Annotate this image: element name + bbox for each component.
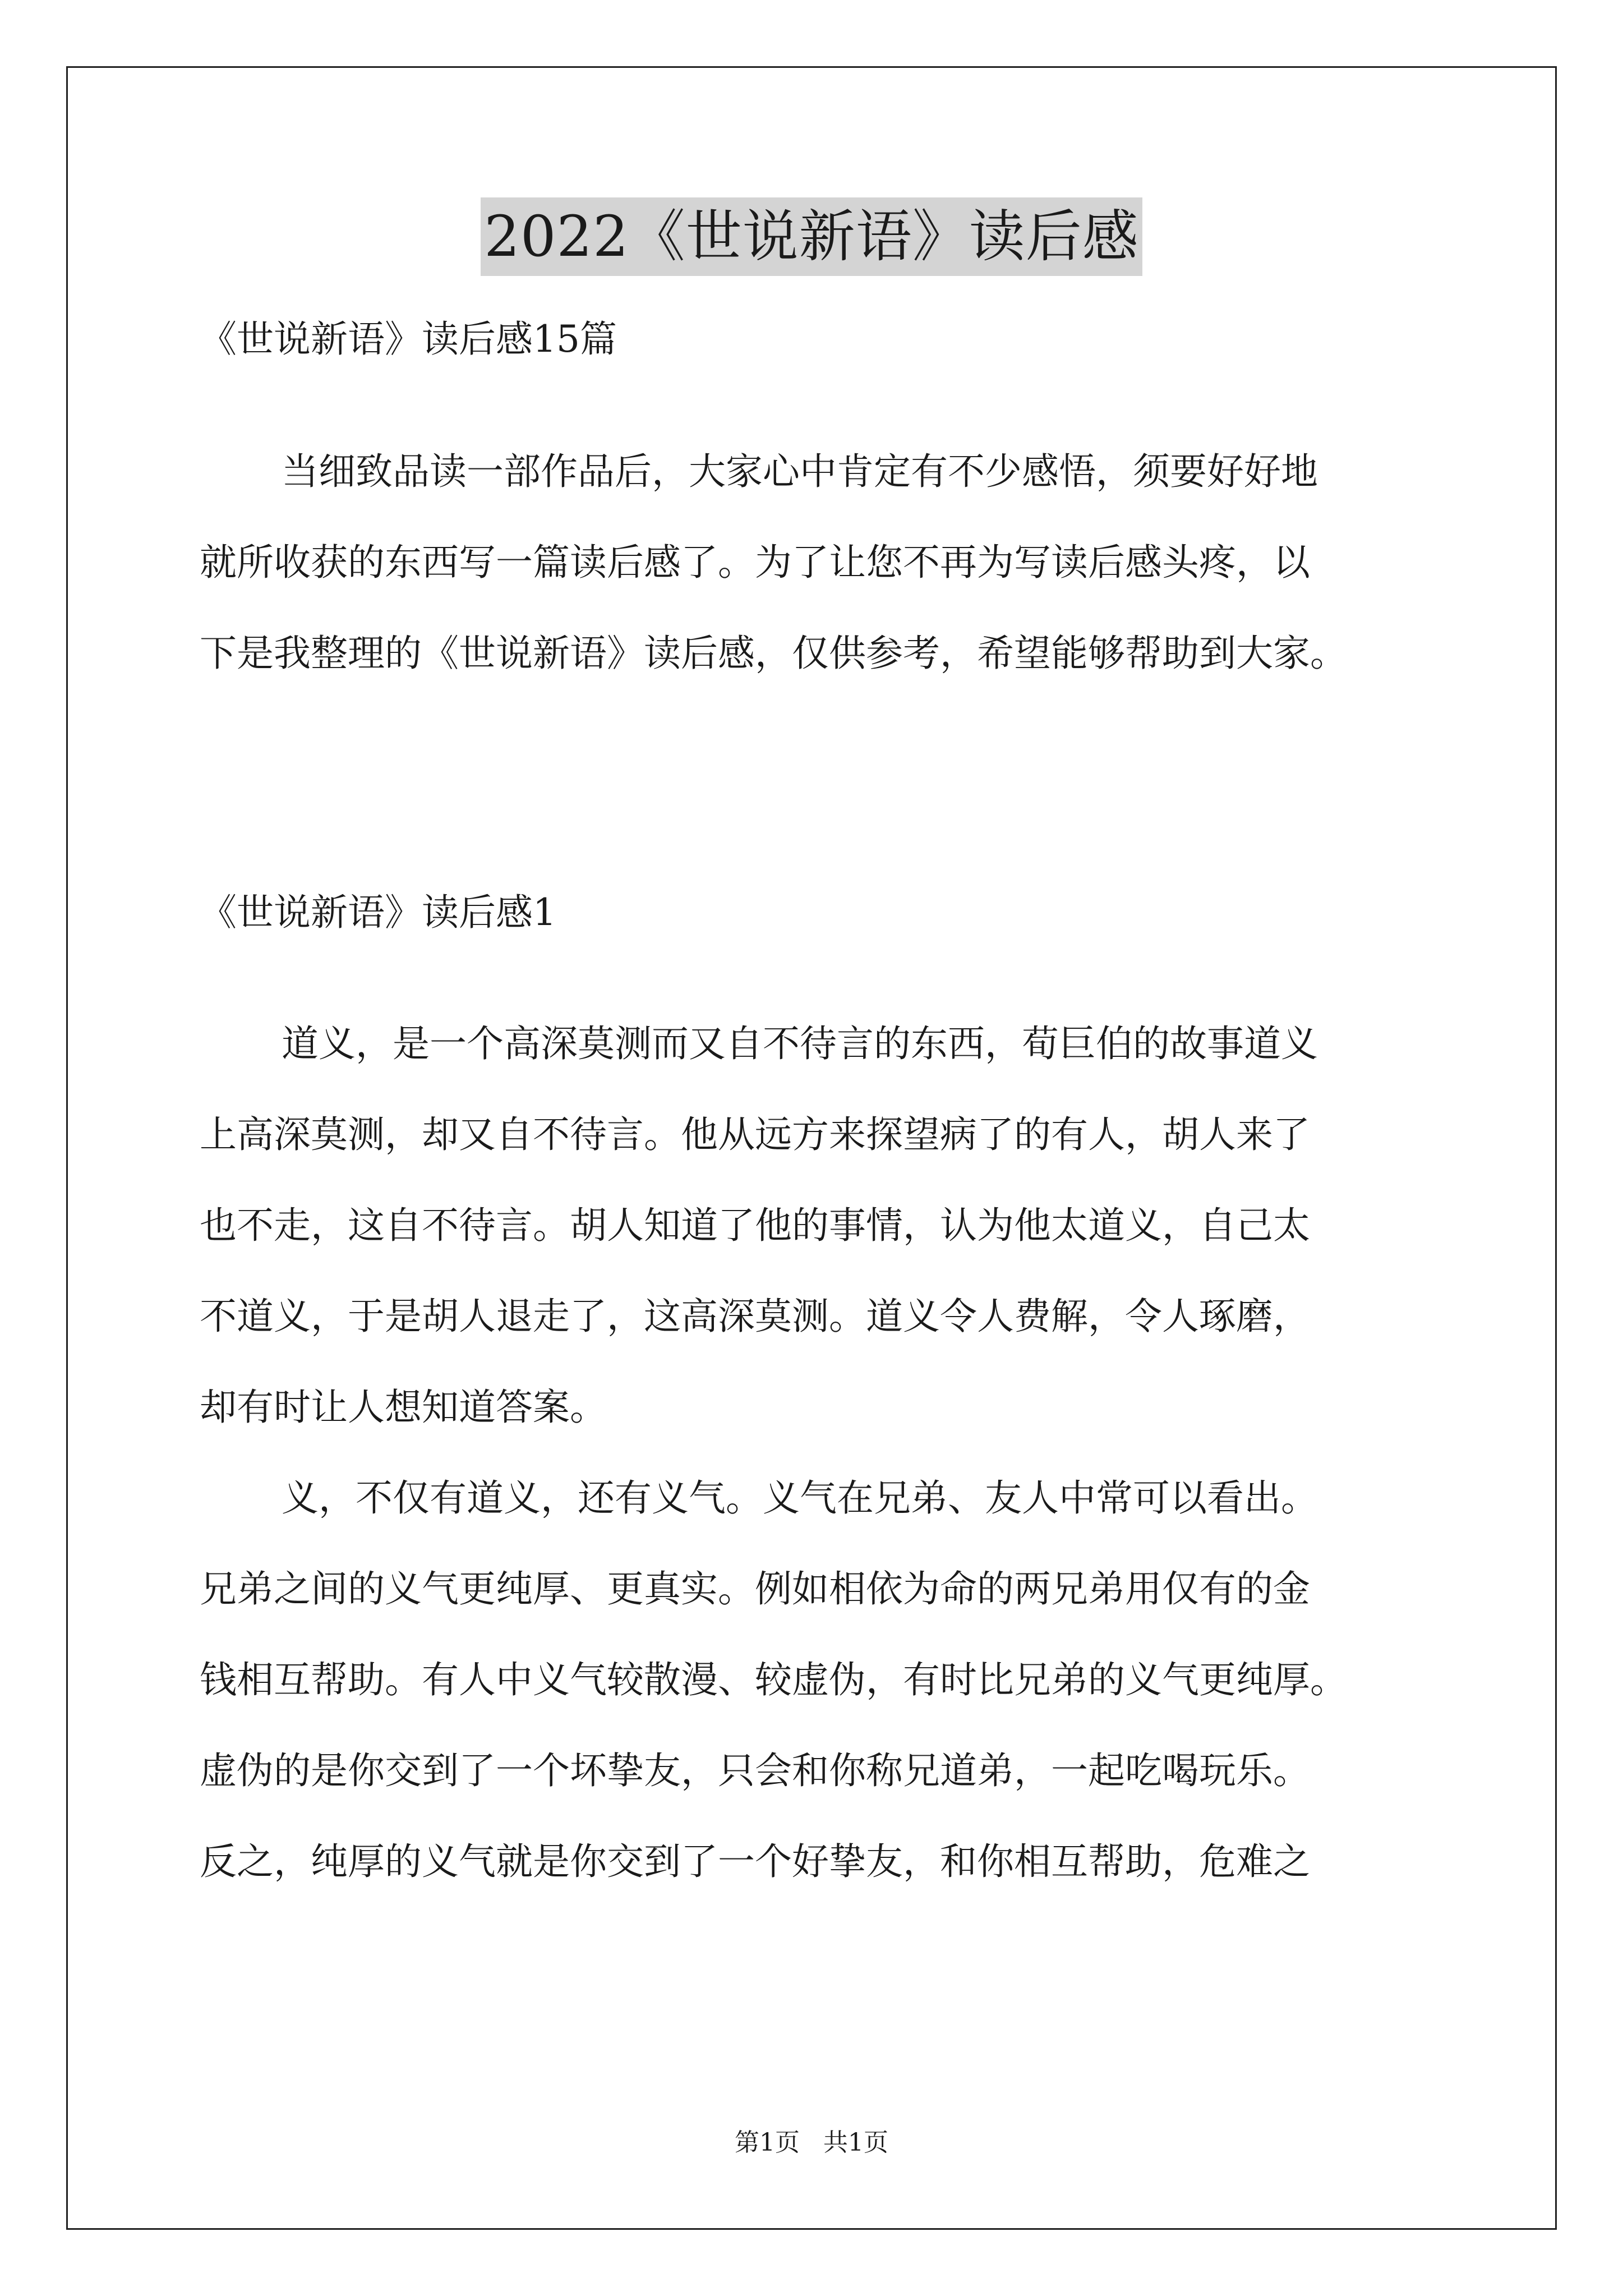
paragraph-line: 钱相互帮助。有人中义气较散漫、较虚伪，有时比兄弟的义气更纯厚。	[200, 1658, 1347, 1701]
paragraph-line: 却有时让人想知道答案。	[200, 1386, 607, 1429]
document-title: 2022《世说新语》读后感	[481, 197, 1142, 276]
paragraph-line: 反之，纯厚的义气就是你交到了一个好挚友，和你相互帮助，危难之	[200, 1840, 1310, 1883]
paragraph-line: 兄弟之间的义气更纯厚、更真实。例如相依为命的两兄弟用仅有的金	[200, 1567, 1310, 1611]
document-subtitle: 《世说新语》读后感15篇	[200, 318, 617, 361]
intro-line: 下是我整理的《世说新语》读后感，仅供参考，希望能够帮助到大家。	[200, 632, 1347, 675]
paragraph-line: 也不走，这自不待言。胡人知道了他的事情，认为他太道义，自己太	[200, 1204, 1310, 1247]
paragraph-line: 不道义，于是胡人退走了，这高深莫测。道义令人费解，令人琢磨，	[200, 1295, 1310, 1338]
paragraph-2	[200, 1453, 1433, 1907]
title-container	[0, 197, 1623, 276]
paragraph-line: 上高深莫测，却又自不待言。他从远方来探望病了的有人，胡人来了	[200, 1113, 1310, 1156]
paragraph-line: 义，不仅有道义，还有义气。义气在兄弟、友人中常可以看出。	[282, 1476, 1318, 1520]
page-footer: 第1页 共1页	[735, 2128, 888, 2157]
intro-paragraph	[200, 426, 1433, 699]
section-heading: 《世说新语》读后感1	[200, 891, 556, 934]
paragraph-line: 道义，是一个高深莫测而又自不待言的东西，荀巨伯的故事道义	[282, 1022, 1318, 1065]
intro-line: 当细致品读一部作品后，大家心中肯定有不少感悟，须要好好地	[282, 450, 1318, 493]
intro-line: 就所收获的东西写一篇读后感了。为了让您不再为写读后感头疼，以	[200, 541, 1310, 584]
paragraph-1	[200, 999, 1433, 1453]
paragraph-line: 虚伪的是你交到了一个坏挚友，只会和你称兄道弟，一起吃喝玩乐。	[200, 1749, 1310, 1792]
